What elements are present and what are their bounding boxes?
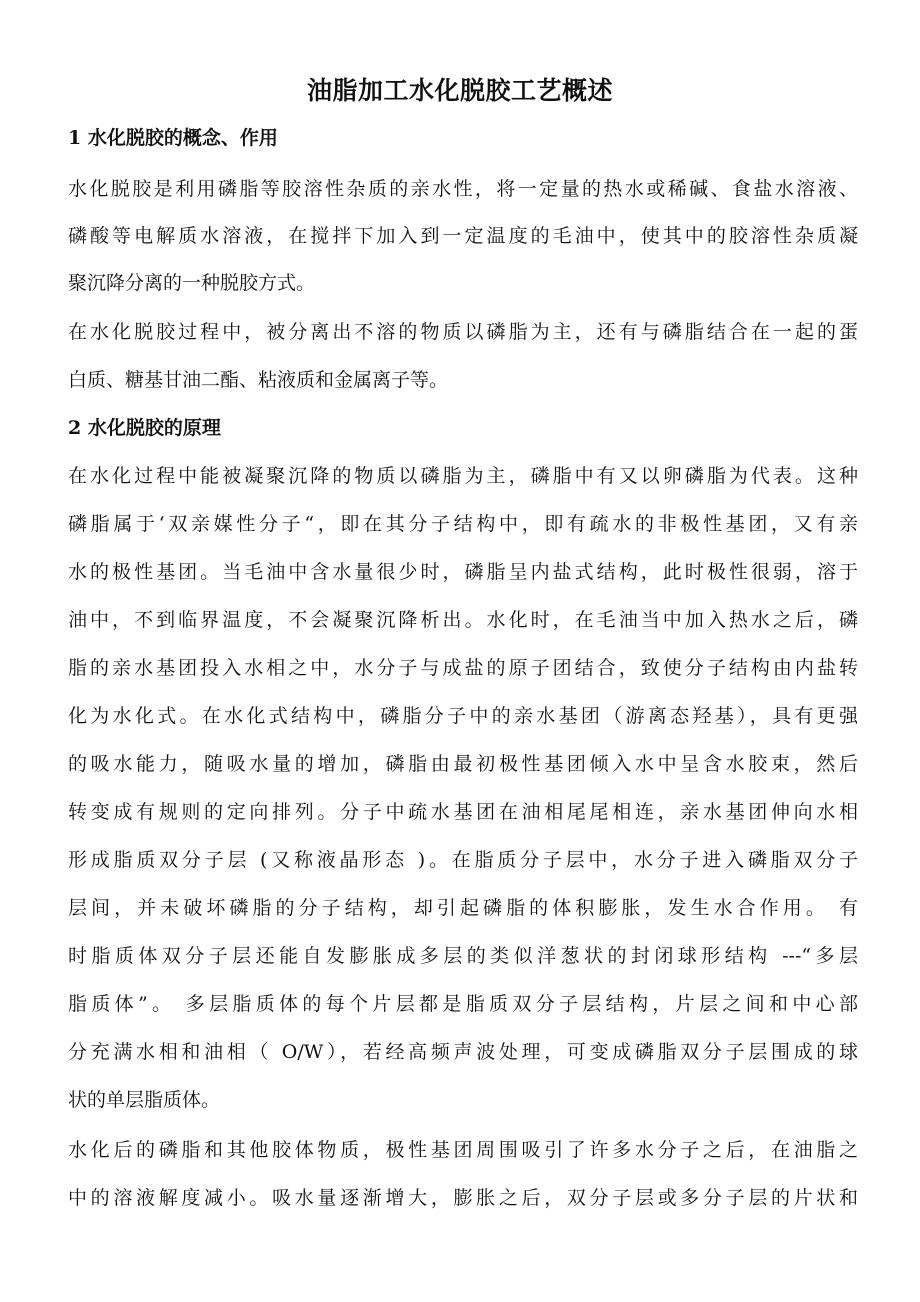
text-line: 在水化脱胶过程中，被分离出不溶的物质以磷脂为主，还有与磷脂结合在一起的蛋 [68,321,858,343]
text-line: 的吸水能力，随吸水量的增加，磷脂由最初极性基团倾入水中呈含水胶束，然后 [68,753,858,775]
text-line: 分充满水相和油相（ O/W），若经高频声波处理，可变成磷脂双分子层围成的球 [68,1041,858,1063]
text-line: 中的溶液解度减小。吸水量逐渐增大，膨胀之后，双分子层或多分子层的片状和 [68,1187,858,1209]
text-line: 水的极性基团。当毛油中含水量很少时，磷脂呈内盐式结构，此时极性很弱，溶于 [68,561,858,583]
text-line: 转变成有规则的定向排列。分子中疏水基团在油相尾尾相连，亲水基团伸向水相 [68,801,858,823]
text-line: 化为水化式。在水化式结构中，磷脂分子中的亲水基团（游离态羟基），具有更强 [68,705,858,727]
text-line: 水化脱胶是利用磷脂等胶溶性杂质的亲水性，将一定量的热水或稀碱、食盐水溶液、 [68,178,858,200]
text-line: 时脂质体双分子层还能自发膨胀成多层的类似洋葱状的封闭球形结构 ---“多层 [68,945,858,967]
text-line: 脂质体”。 多层脂质体的每个片层都是脂质双分子层结构，片层之间和中心部 [68,993,858,1015]
text-line: 磷脂属于‘双亲媒性分子“，即在其分子结构中，即有疏水的非极性基团，又有亲 [68,513,858,535]
text-line: 形成脂质双分子层 (又称液晶形态 )。在脂质分子层中，水分子进入磷脂双分子 [68,849,858,871]
section-heading-1: 1 水化脱胶的概念、作用 [68,127,278,149]
text-line: 聚沉降分离的一种脱胶方式。 [68,272,316,294]
text-line: 磷酸等电解质水溶液，在搅拌下加入到一定温度的毛油中，使其中的胶溶性杂质凝 [68,225,858,247]
text-line: 在水化过程中能被凝聚沉降的物质以磷脂为主，磷脂中有又以卵磷脂为代表。这种 [68,465,858,487]
text-line: 状的单层脂质体。 [68,1089,221,1111]
text-line: 层间，并未破坏磷脂的分子结构，却引起磷脂的体积膨胀，发生水合作用。 有 [68,897,858,919]
text-line: 水化后的磷脂和其他胶体物质，极性基团周围吸引了许多水分子之后，在油脂之 [68,1139,858,1161]
document-title: 油脂加工水化脱胶工艺概述 [306,76,613,105]
section-heading-2: 2 水化脱胶的原理 [68,417,221,439]
text-line: 脂的亲水基团投入水相之中，水分子与成盐的原子团结合，致使分子结构由内盐转 [68,657,858,679]
text-line: 白质、糖基甘油二酯、粘液质和金属离子等。 [68,369,449,391]
text-line: 油中，不到临界温度，不会凝聚沉降析出。水化时，在毛油当中加入热水之后，磷 [68,609,858,631]
